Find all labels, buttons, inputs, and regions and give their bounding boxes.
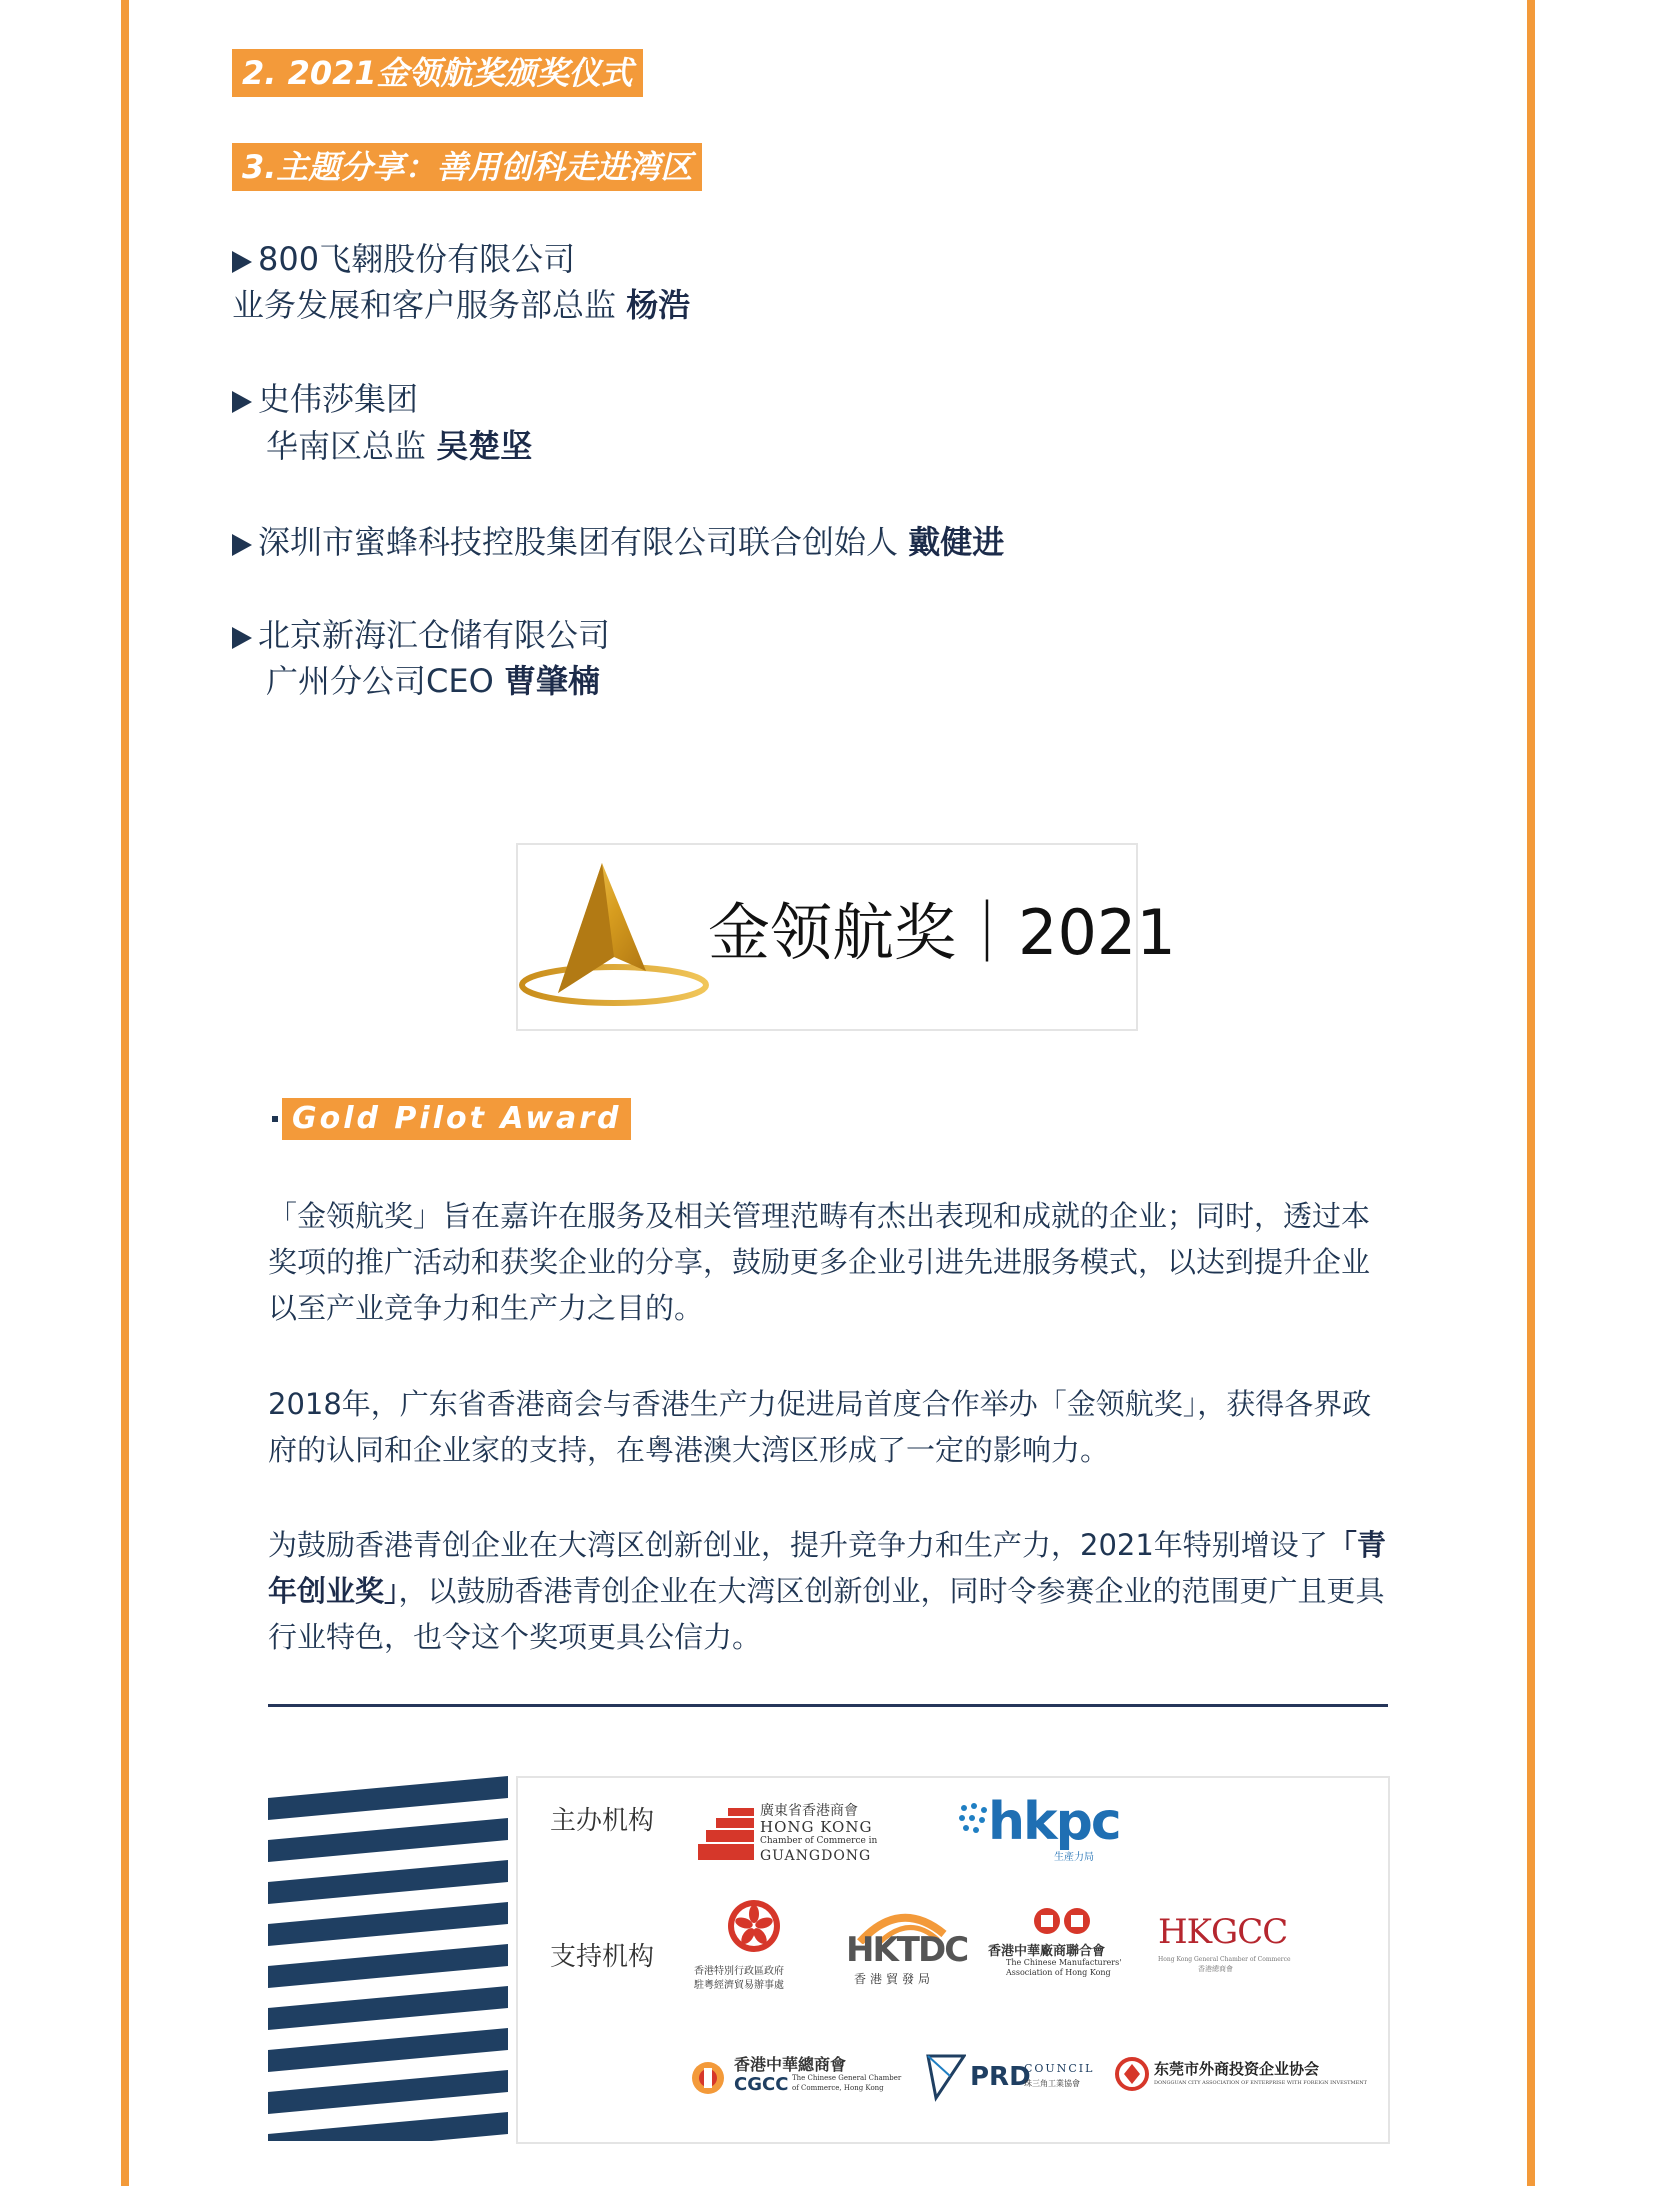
cma-emblem-icon bbox=[1032, 1906, 1092, 1936]
speaker-2-company: 史伟莎集团 bbox=[258, 380, 419, 418]
gold-pilot-trophy-logo bbox=[518, 845, 718, 1029]
gold-pilot-award-banner bbox=[516, 843, 1176, 1031]
dongguan-en: DONGGUAN CITY ASSOCIATION OF ENTERPRISE WITH FOREIGN INVESTMENT bbox=[1154, 2080, 1367, 2086]
hkpc-cn: 生產力局 bbox=[1054, 1852, 1094, 1863]
triangle-bullet-icon bbox=[232, 251, 252, 273]
gold-pilot-award-label: Gold Pilot Award bbox=[282, 1098, 631, 1140]
hkgd-cn: 廣東省香港商會 bbox=[760, 1803, 858, 1819]
triangle-bullet-icon bbox=[232, 627, 252, 649]
speaker-1-company-line bbox=[232, 236, 575, 282]
speaker-1-name: 杨浩 bbox=[626, 286, 691, 324]
square-bullet-icon bbox=[272, 1116, 278, 1122]
hkgd-en1: HONG KONG bbox=[760, 1818, 873, 1836]
prd-council-logo bbox=[926, 2050, 1106, 2110]
cgcc-logo bbox=[690, 2050, 910, 2110]
steps-emblem-icon bbox=[696, 1804, 756, 1864]
cma-logo bbox=[988, 1906, 1138, 1996]
triangle-bullet-icon bbox=[232, 391, 252, 413]
speaker-4-name: 曹肇楠 bbox=[503, 662, 600, 700]
cgcc-en2: of Commerce, Hong Kong bbox=[792, 2084, 884, 2092]
bauhinia-emblem-icon bbox=[726, 1898, 782, 1954]
supporting-organizer-label: 支持机构 bbox=[550, 1942, 655, 1972]
hkgd-en3: GUANGDONG bbox=[760, 1848, 872, 1864]
speaker-2-role: 华南区总监 bbox=[266, 427, 427, 465]
cma-en2: Association of Hong Kong bbox=[1006, 1968, 1111, 1977]
cma-cn: 香港中華廠商聯合會 bbox=[988, 1944, 1106, 1959]
cgcc-en1: The Chinese General Chamber bbox=[792, 2074, 902, 2082]
hkgcc-cn: 香港總商會 bbox=[1198, 1965, 1233, 1973]
speaker-1-role-line bbox=[232, 282, 690, 328]
speaker-3-name: 戴健进 bbox=[908, 523, 1005, 561]
prd-wordmark: PRD bbox=[970, 2062, 1031, 2092]
organizers-panel bbox=[516, 1776, 1390, 2144]
hkgd-en2: Chamber of Commerce in bbox=[760, 1836, 878, 1846]
cgcc-wordmark: CGCC bbox=[734, 2074, 789, 2095]
banner-title: 金领航奖｜2021 bbox=[708, 896, 1176, 969]
hkgcc-wordmark: HKGCC bbox=[1158, 1912, 1288, 1952]
hksar-gdeto-logo bbox=[694, 1898, 814, 1998]
hkgcc-logo bbox=[1158, 1912, 1308, 1992]
award-paragraph-3 bbox=[268, 1522, 1388, 1660]
hktdc-wordmark: HKTDC bbox=[846, 1930, 968, 1970]
speaker-2-name: 吴楚坚 bbox=[436, 427, 533, 465]
speaker-4-company: 北京新海汇仓储有限公司 bbox=[258, 616, 611, 654]
dongguan-association-logo bbox=[1114, 2052, 1384, 2112]
speaker-4-role-line bbox=[266, 658, 600, 704]
speaker-4-company-line bbox=[232, 612, 610, 658]
speaker-3-line bbox=[232, 519, 1004, 565]
hkpc-logo bbox=[958, 1792, 1128, 1872]
prd-cn: 珠三角工業協會 bbox=[1024, 2079, 1080, 2088]
speaker-2-role-line bbox=[266, 423, 532, 469]
right-accent-rail bbox=[1527, 0, 1535, 2186]
award-paragraph-1: 「金领航奖」旨在嘉许在服务及相关管理范畴有杰出表现和成就的企业；同时，透过本奖项的推广活动和获奖企业的分享，鼓励更多企业引进先进服务模式，以达到提升企业以至产业竞争力和生产力之目的。 bbox=[268, 1199, 1371, 1325]
award-paragraph-2: 2018年，广东省香港商会与香港生产力促进局首度合作举办「金领航奖」，获得各界政府的认同和企业家的支持，在粤港澳大湾区形成了一定的影响力。 bbox=[268, 1387, 1372, 1467]
hktdc-cn: 香港貿發局 bbox=[854, 1972, 935, 1986]
speaker-4-role: 广州分公司CEO bbox=[266, 662, 494, 700]
cma-en1: The Chinese Manufacturers' bbox=[1006, 1958, 1122, 1967]
dongguan-emblem-icon bbox=[1114, 2056, 1150, 2092]
hkpc-wordmark: hkpc bbox=[988, 1792, 1120, 1852]
award-paragraph-3-pre: 为鼓励香港青创企业在大湾区创新创业，提升竞争力和生产力，2021年特别增设了 bbox=[268, 1528, 1328, 1562]
triangle-bullet-icon bbox=[232, 534, 252, 556]
speaker-1-company: 800飞翱股份有限公司 bbox=[258, 240, 576, 278]
prd-triangle-icon bbox=[926, 2052, 966, 2102]
dongguan-cn: 东莞市外商投资企业协会 bbox=[1154, 2060, 1320, 2078]
award-paragraph-3-post: ，以鼓励香港青创企业在大湾区创新创业，同时令参赛企业的范围更广且更具行业特色，也令这个奖项更具公信力。 bbox=[268, 1574, 1385, 1654]
speaker-1-role: 业务发展和客户服务部总监 bbox=[232, 286, 617, 324]
youth-award-name: 「青年创业奖」 bbox=[268, 1528, 1386, 1608]
agenda-item-3: 3.主题分享：善用创科走进湾区 bbox=[232, 143, 702, 191]
hksar-l2: 駐粵經濟貿易辦事處 bbox=[694, 1980, 784, 1991]
speaker-2-company-line bbox=[232, 376, 418, 422]
hk-chamber-guangdong-logo bbox=[696, 1798, 896, 1868]
left-accent-rail bbox=[121, 0, 129, 2186]
host-organizer-label: 主办机构 bbox=[550, 1806, 655, 1836]
cgcc-cn: 香港中華總商會 bbox=[734, 2055, 847, 2074]
prd-council-word: COUNCIL bbox=[1024, 2062, 1095, 2075]
decorative-stripes bbox=[268, 1776, 508, 2141]
hktdc-logo bbox=[846, 1904, 968, 1994]
speaker-3-company: 深圳市蜜蜂科技控股集团有限公司联合创始人 bbox=[258, 523, 899, 561]
section-divider bbox=[268, 1704, 1388, 1707]
agenda-item-2: 2. 2021金领航奖颁奖仪式 bbox=[232, 49, 643, 97]
hksar-l1: 香港特別行政區政府 bbox=[694, 1966, 784, 1977]
hkgcc-sub: Hong Kong General Chamber of Commerce bbox=[1158, 1956, 1291, 1963]
dots-emblem-icon bbox=[958, 1802, 992, 1842]
cgcc-emblem-icon bbox=[690, 2060, 726, 2096]
